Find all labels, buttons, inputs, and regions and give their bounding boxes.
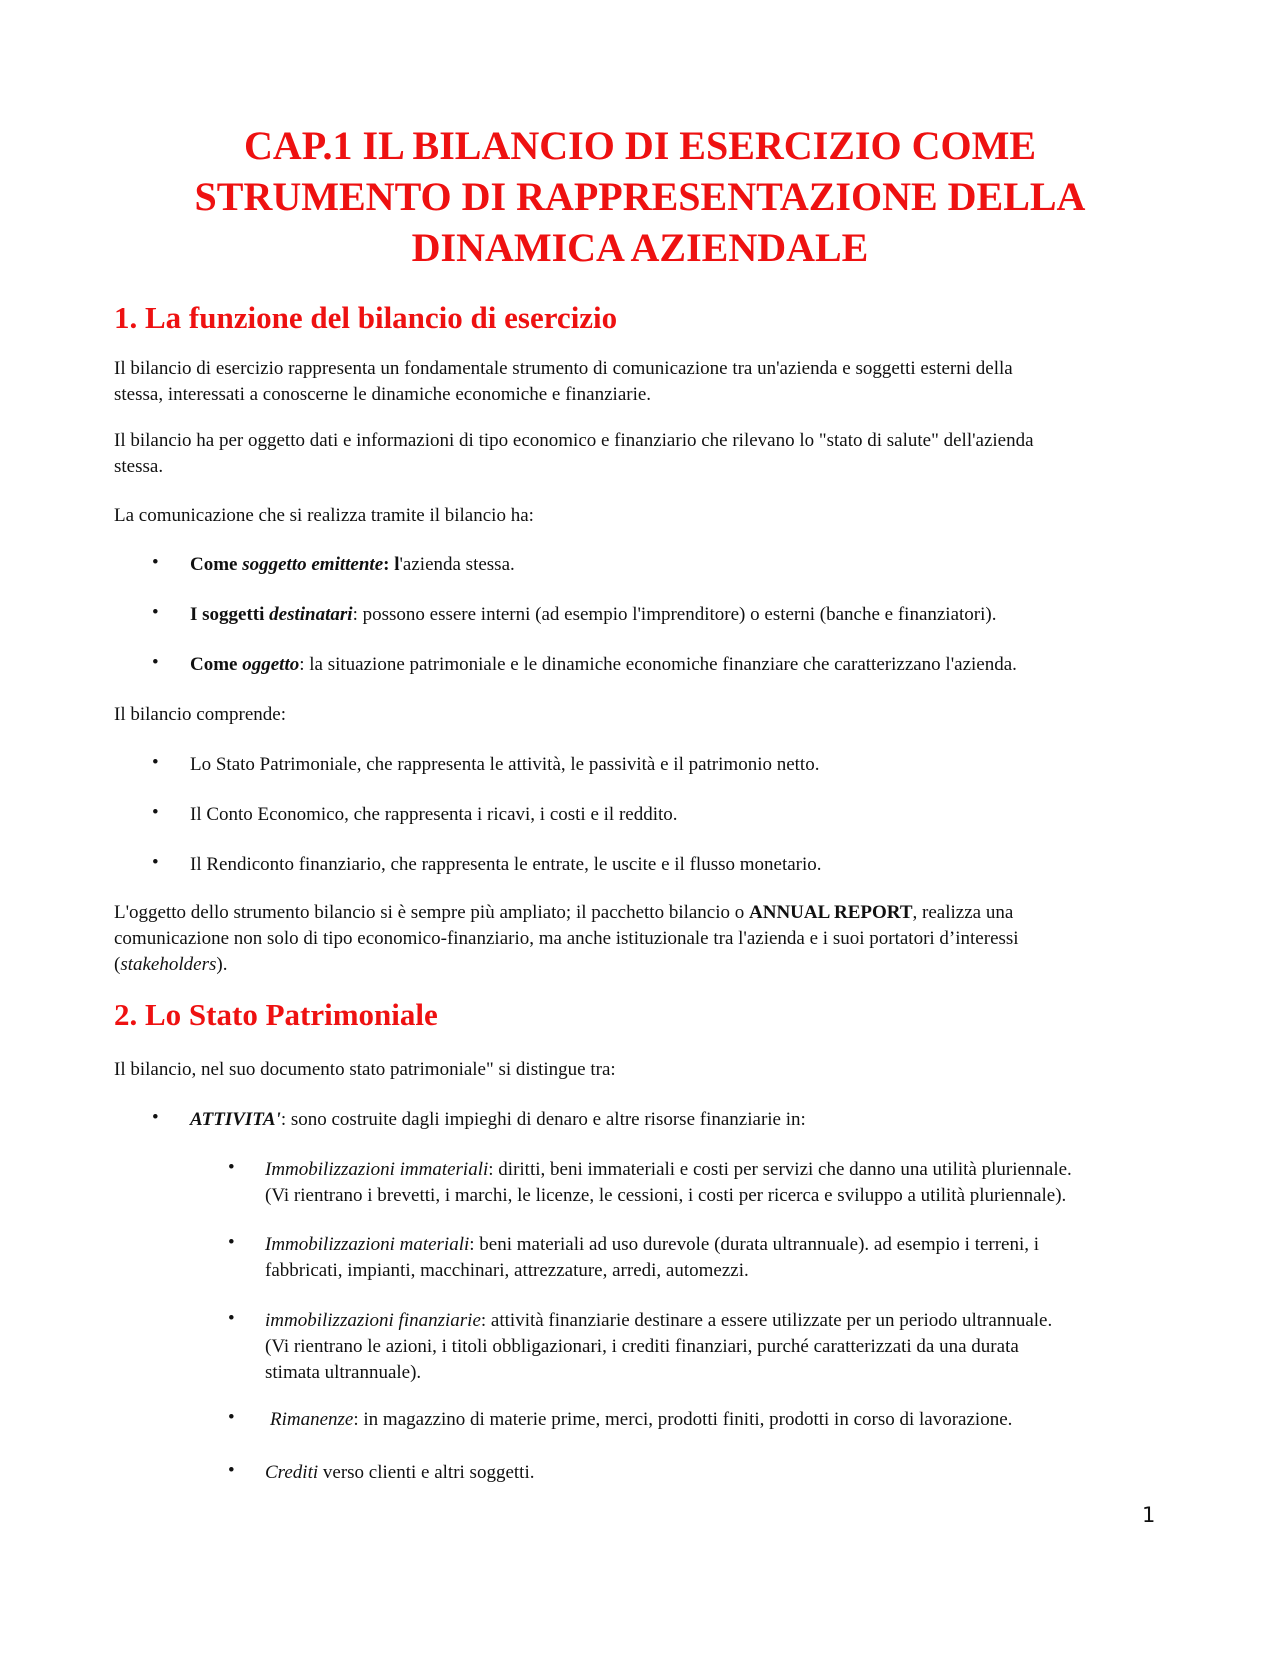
emphasis-text: Rimanenze [270, 1409, 354, 1430]
emphasis-text: ATTIVITA' [190, 1109, 281, 1130]
chapter-title-line: CAP.1 IL BILANCIO DI ESERCIZIO COME [243, 123, 1037, 168]
bullet-icon: • [228, 1407, 235, 1428]
text-line: stessa. [114, 456, 164, 477]
text-line: comunicazione non solo di tipo economico-finanziario, ma anche istituzionale tra l'azienda e i suoi portatori d’interessi [114, 928, 1019, 949]
list-item [265, 1460, 1165, 1486]
emphasis-text: soggetto emittente [242, 554, 384, 575]
bullet-icon: • [228, 1157, 235, 1178]
bullet-icon: • [228, 1232, 235, 1253]
emphasis-text: oggetto [242, 654, 300, 675]
bold-text: : l [383, 554, 400, 575]
bullet-icon: • [152, 802, 159, 823]
chapter-title [110, 120, 1170, 273]
emphasis-text: destinatari [269, 604, 353, 625]
emphasis-text: Immobilizzazioni materiali [265, 1234, 470, 1255]
bold-text: Come [190, 654, 243, 675]
list-item [265, 1157, 1165, 1209]
bold-text: Come [190, 554, 243, 575]
paragraph [114, 428, 1164, 480]
text-line: (Vi rientrano i brevetti, i marchi, le licenze, le cessioni, i costi per ricerca e sviluppo a utilità pluriennale). [265, 1185, 1067, 1206]
section-heading-2: 2. Lo Stato Patrimoniale [114, 997, 438, 1032]
bullet-icon: • [152, 1107, 159, 1128]
text: : attività finanziarie destinare a essere utilizzate per un periodo ultrannuale. [480, 1310, 1053, 1331]
text-line: stimata ultrannuale). [265, 1362, 422, 1383]
bullet-icon: • [152, 852, 159, 873]
text: : in magazzino di materie prime, merci, prodotti finiti, prodotti in corso di lavorazione. [353, 1409, 1013, 1430]
text: ( [114, 954, 121, 975]
emphasis-text: immobilizzazioni finanziarie [265, 1310, 481, 1331]
chapter-title-line: STRUMENTO DI RAPPRESENTAZIONE DELLA [194, 174, 1086, 219]
list-item [190, 1107, 1180, 1133]
text: L'oggetto dello strumento bilancio si è sempre più ampliato; il pacchetto bilancio o [114, 902, 750, 923]
bold-text: I soggetti [190, 604, 270, 625]
list-item [190, 652, 1180, 678]
section-heading-1: 1. La funzione del bilancio di esercizio [114, 300, 618, 335]
text: : la situazione patrimoniale e le dinamiche economiche finanziare che caratterizzano l'azienda. [299, 654, 1017, 675]
bullet-icon: • [228, 1460, 235, 1481]
list-item [190, 552, 1180, 578]
list-item: Il Conto Economico, che rappresenta i ricavi, i costi e il reddito. [190, 804, 678, 825]
text-line: stessa, interessati a conoscerne le dinamiche economiche e finanziarie. [114, 384, 652, 405]
text: ). [216, 954, 228, 975]
text-line: Il bilancio di esercizio rappresenta un fondamentale strumento di comunicazione tra un'azienda e soggetti esterni della [114, 358, 1013, 379]
list-item [265, 1308, 1165, 1386]
list-item: Il Rendiconto finanziario, che rappresenta le entrate, le uscite e il flusso monetario. [190, 854, 822, 875]
list-item [265, 1232, 1165, 1284]
list-item [190, 602, 1180, 628]
chapter-title-line: DINAMICA AZIENDALE [411, 225, 869, 270]
bullet-icon: • [152, 602, 159, 623]
bullet-icon: • [152, 752, 159, 773]
text-line: Il bilancio ha per oggetto dati e informazioni di tipo economico e finanziario che rilevano lo "stato di salute" dell'azienda [114, 430, 1034, 451]
text: verso clienti e altri soggetti. [318, 1462, 535, 1483]
text: : sono costruite dagli impieghi di denaro e altre risorse finanziarie in: [280, 1109, 806, 1130]
emphasis-text: stakeholders [120, 954, 217, 975]
bullet-icon: • [152, 552, 159, 573]
page-number: 1 [1142, 1503, 1156, 1527]
emphasis-text: Immobilizzazioni immateriali [265, 1159, 489, 1180]
bold-text: ANNUAL REPORT [749, 902, 913, 923]
paragraph: La comunicazione che si realizza tramite il bilancio ha: [114, 505, 534, 526]
text: : possono essere interni (ad esempio l'imprenditore) o esterni (banche e finanziatori). [352, 604, 997, 625]
paragraph [114, 356, 1164, 408]
bullet-icon: • [152, 652, 159, 673]
emphasis-text: Crediti [265, 1462, 319, 1483]
paragraph [114, 900, 1164, 978]
text-line: (Vi rientrano le azioni, i titoli obbligazionari, i crediti finanziari, purché caratterizzati da una durata [265, 1336, 1019, 1357]
text: : beni materiali ad uso durevole (durata ultrannuale). ad esempio i terreni, i [469, 1234, 1040, 1255]
text: : diritti, beni immateriali e costi per servizi che danno una utilità pluriennale. [488, 1159, 1072, 1180]
text-line: fabbricati, impianti, macchinari, attrezzature, arredi, automezzi. [265, 1260, 749, 1281]
list-item: Lo Stato Patrimoniale, che rappresenta le attività, le passività e il patrimonio netto. [190, 754, 820, 775]
bullet-icon: • [228, 1308, 235, 1329]
text: , realizza una [912, 902, 1014, 923]
paragraph: Il bilancio, nel suo documento stato patrimoniale" si distingue tra: [114, 1059, 616, 1080]
list-item [270, 1407, 1170, 1433]
text: 'azienda stessa. [399, 554, 515, 575]
paragraph: Il bilancio comprende: [114, 704, 286, 725]
